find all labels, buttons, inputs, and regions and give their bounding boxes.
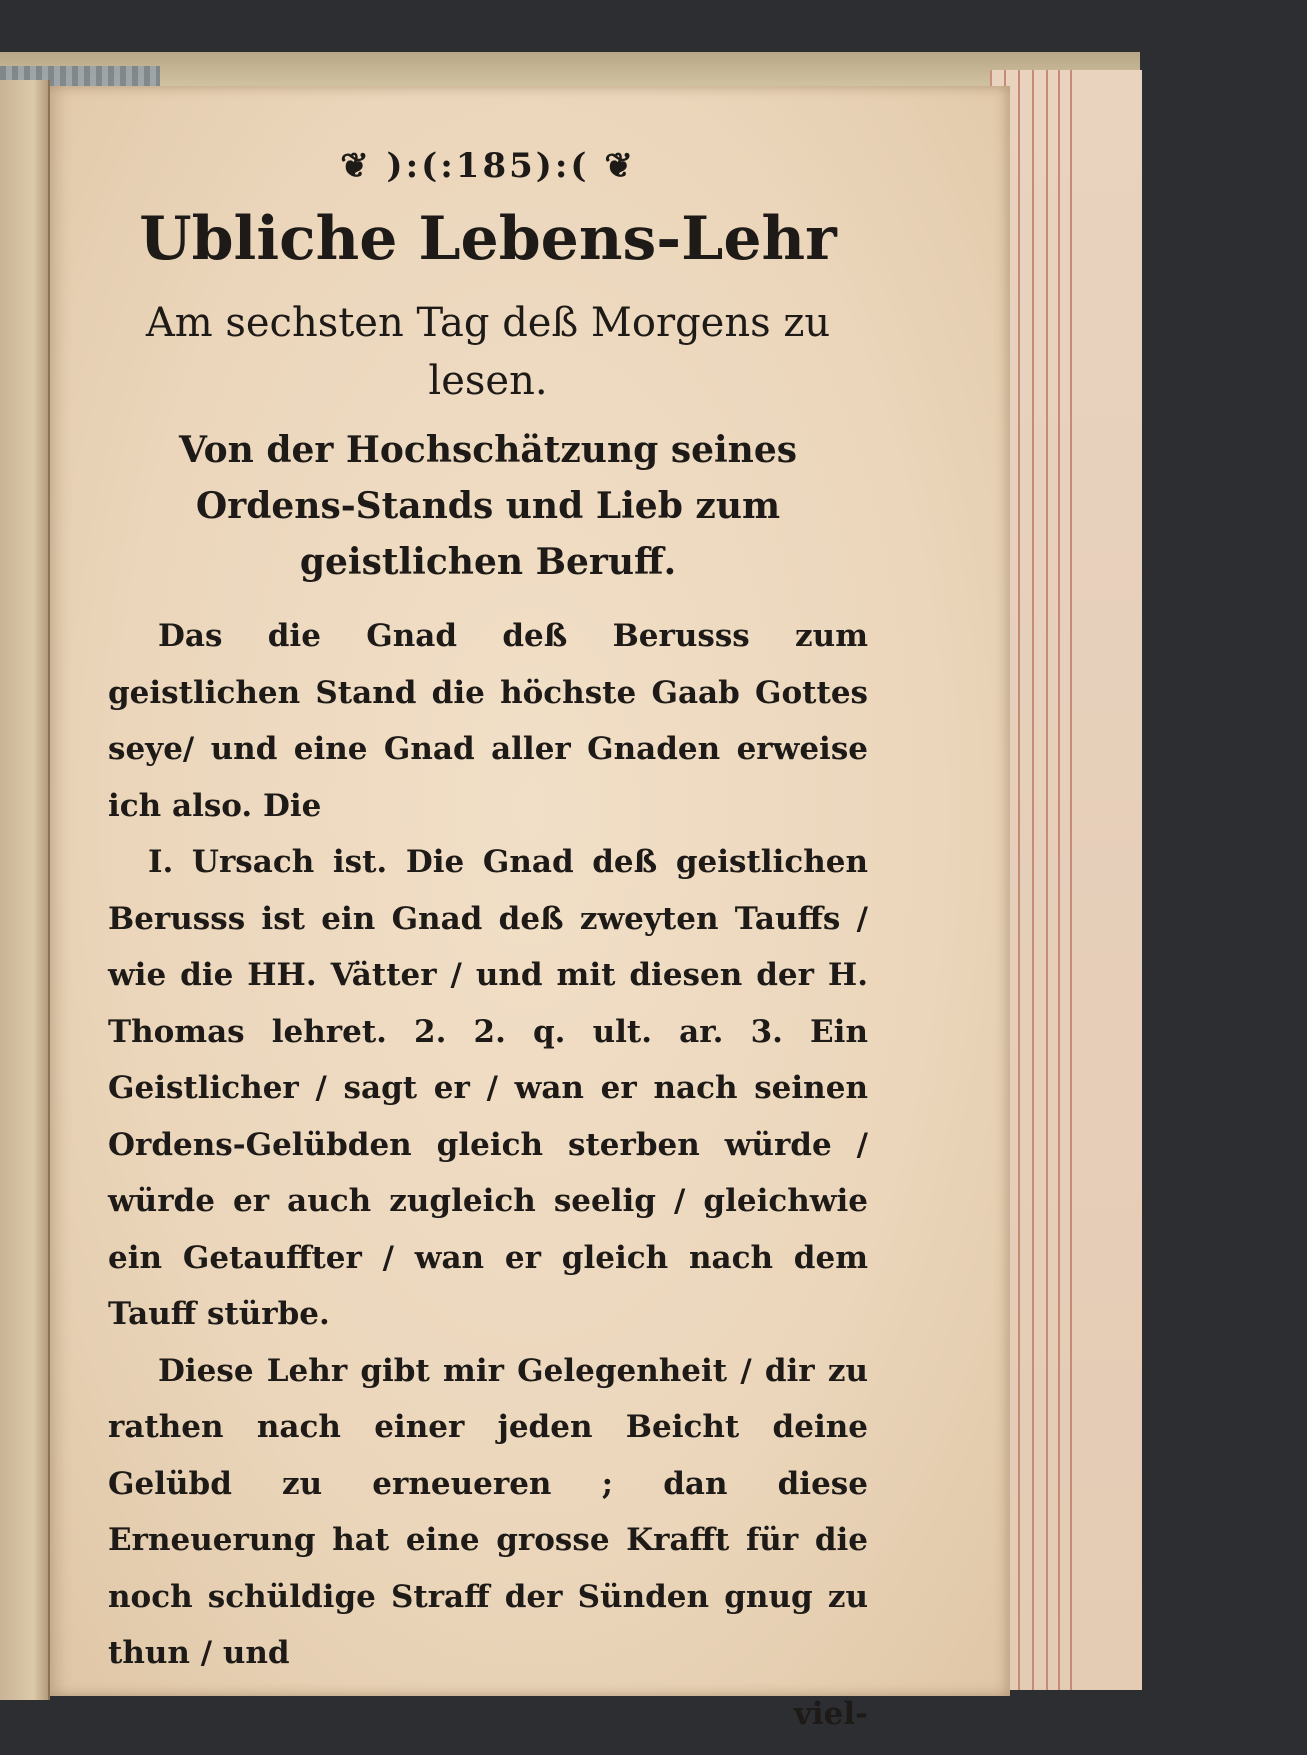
catchword: viel- [793, 1695, 868, 1732]
book-page [50, 86, 1010, 1732]
page-title: Ubliche Lebens-Lehr [139, 204, 837, 274]
page-text-block [108, 146, 868, 1742]
paragraph-2: I. Ursach ist. Die Gnad deß geistlichen Berusss ist ein Gnad deß zweyten Tauffs / wie die HH. Vätter / und mit diesen der H. Thomas lehret. 2. 2. q. ult. ar. 3. Ein Geistlicher / sagt er / wan er nach seinen Ordens-Gelübden gleich sterben würde / würde er auch zugleich seelig / gleichwie ein Getauffter / wan er gleich nach dem Tauff stürbe. [108, 844, 868, 1332]
running-head-page-number: ❦ ):(:185):( ❦ [340, 146, 636, 186]
page-subtitle: Am sechsten Tag deß Morgens zu lesen. [145, 300, 831, 404]
paragraph-1: Das die Gnad deß Berusss zum geistlichen Stand die höchste Gaab Gottes seye/ und eine Gnad aller Gnaden erweise ich also. Die [108, 618, 868, 824]
section-heading: Von der Hochschätzung seines Ordens-Stands und Lieb zum geistlichen Beruff. [178, 429, 798, 583]
paragraph-3: Diese Lehr gibt mir Gelegenheit / dir zu rathen nach einer jeden Beicht deine Gelübd zu erneueren ; dan diese Erneuerung hat eine grosse Krafft für die noch schüldige Straff der Sünden gnug zu thun / und [108, 1352, 868, 1671]
page-block-edges [990, 70, 1142, 1690]
facing-page-edge [0, 80, 50, 1700]
